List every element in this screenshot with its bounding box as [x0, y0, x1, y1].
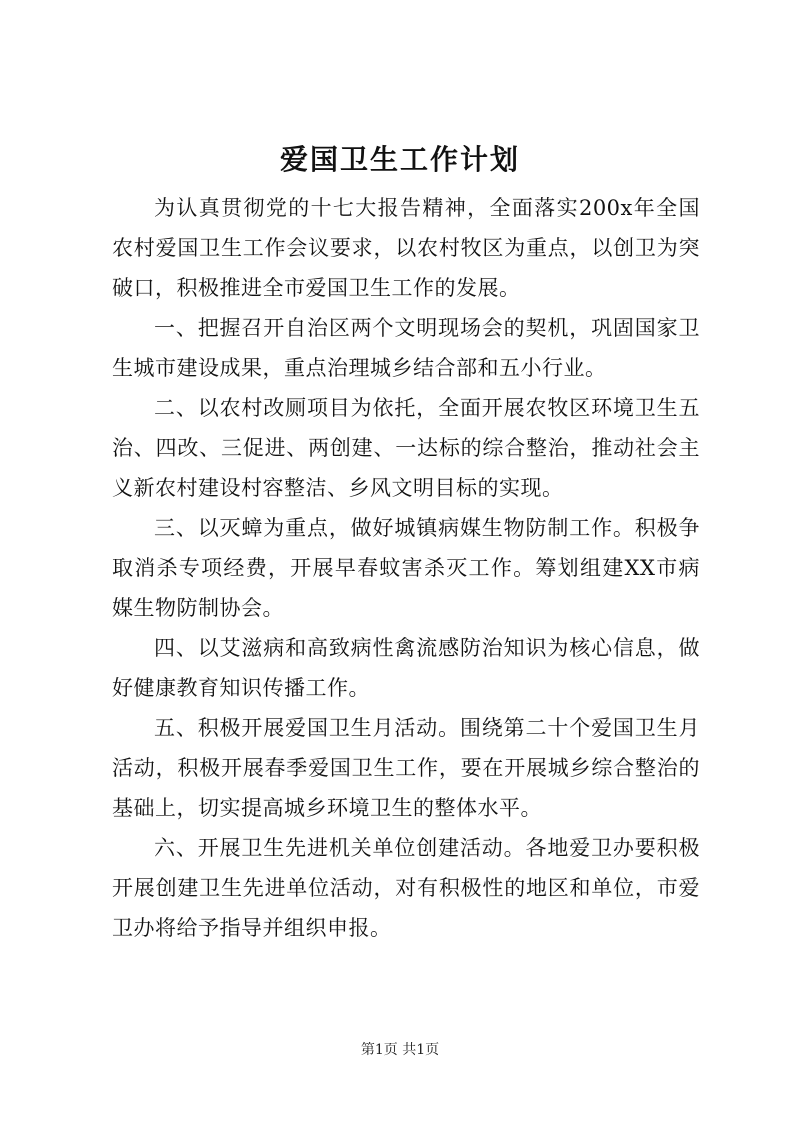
paragraph-item-1: 一、把握召开自治区两个文明现场会的契机，巩固国家卫生城市建设成果，重点治理城乡结合部和五小行业。	[112, 316, 700, 380]
document-title: 爱国卫生工作计划	[279, 143, 520, 176]
page-number-footer: 第1页 共1页	[360, 1042, 440, 1058]
paragraph-item-5: 五、积极开展爱国卫生月活动。围绕第二十个爱国卫生月活动，积极开展春季爱国卫生工作，要在开展城乡综合整治的基础上，切实提高城乡环境卫生的整体水平。	[112, 716, 700, 820]
paragraph-intro: 为认真贯彻党的十七大报告精神，全面落实200x年全国农村爱国卫生工作会议要求，以农村牧区为重点，以创卫为突破口，积极推进全市爱国卫生工作的发展。	[112, 196, 700, 300]
document-body	[112, 188, 700, 948]
paragraph-item-6: 六、开展卫生先进机关单位创建活动。各地爱卫办要积极开展创建卫生先进单位活动，对有积极性的地区和单位，市爱卫办将给予指导并组织申报。	[112, 836, 700, 940]
paragraph-item-3: 三、以灭蟑为重点，做好城镇病媒生物防制工作。积极争取消杀专项经费，开展早春蚊害杀灭工作。筹划组建XX市病媒生物防制协会。	[112, 516, 700, 620]
paragraph-item-2: 二、以农村改厕项目为依托，全面开展农牧区环境卫生五治、四改、三促进、两创建、一达标的综合整治，推动社会主义新农村建设村容整洁、乡风文明目标的实现。	[112, 396, 700, 500]
paragraph-item-4: 四、以艾滋病和高致病性禽流感防治知识为核心信息，做好健康教育知识传播工作。	[112, 636, 700, 700]
